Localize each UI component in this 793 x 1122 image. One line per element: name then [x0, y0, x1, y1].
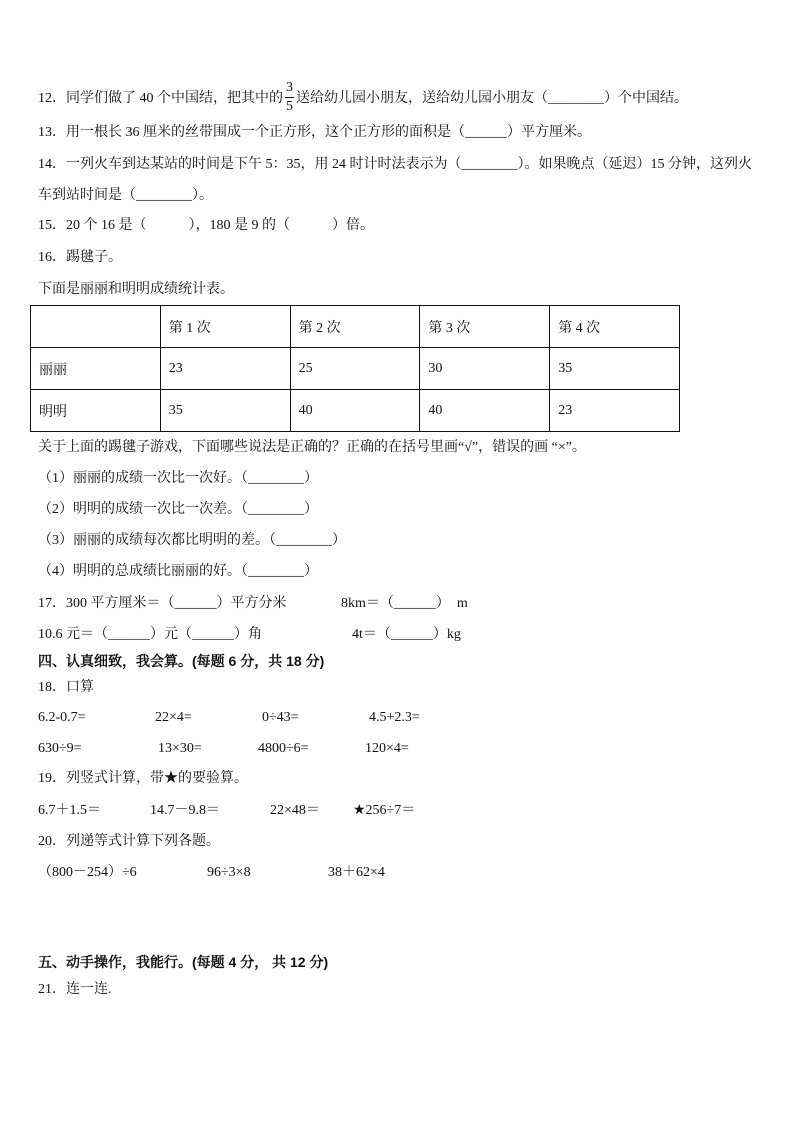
- statement-2: （2）明明的成绩一次比一次差。（________）: [38, 502, 318, 517]
- vertical-calc-item: 22×48＝: [270, 803, 320, 818]
- score-table: [30, 305, 680, 432]
- section-4-heading: 四、认真细致，我会算。(每题 6 分，共 18 分): [38, 653, 325, 669]
- question-20-title: 20．列递等式计算下列各题。: [38, 834, 220, 849]
- fraction: [285, 81, 294, 114]
- score-cell: 40: [420, 390, 550, 432]
- score-cell: 35: [160, 390, 290, 432]
- question-17-item: 17．300 平方厘米＝（______）平方分米: [38, 596, 287, 611]
- mental-math-item: 4800÷6=: [258, 741, 309, 756]
- fraction-denominator: 5: [286, 98, 293, 114]
- statement-3: （3）丽丽的成绩每次都比明明的差。（________）: [38, 533, 346, 548]
- mental-math-item: 120×4=: [365, 741, 409, 756]
- vertical-calc-item: 6.7＋1.5＝: [38, 803, 101, 818]
- fraction-bar: [285, 97, 294, 98]
- step-calc-item: 38＋62×4: [328, 865, 385, 880]
- mental-math-item: 6.2-0.7=: [38, 710, 86, 725]
- score-cell: 25: [290, 348, 420, 390]
- table-header-row: [31, 306, 680, 348]
- question-12-text-before: 12．同学们做了 40 个中国结，把其中的: [38, 91, 283, 106]
- score-cell: 35: [550, 348, 680, 390]
- question-21: 21．连一连.: [38, 982, 112, 997]
- statement-4: （4）明明的总成绩比丽丽的好。（________）: [38, 564, 318, 579]
- table-header-cell: 第 3 次: [420, 306, 550, 348]
- mental-math-item: 22×4=: [155, 710, 192, 725]
- mental-math-item: 4.5+2.3=: [369, 710, 420, 725]
- question-15: 15．20 个 16 是（ ），180 是 9 的（ ）倍。: [38, 218, 374, 233]
- table-corner-cell: [31, 306, 161, 348]
- question-17-item: 4t＝（______）kg: [352, 627, 461, 642]
- question-13: 13．用一根长 36 厘米的丝带围成一个正方形，这个正方形的面积是（______）平方厘米。: [38, 125, 591, 140]
- question-19-title: 19．列竖式计算，带★的要验算。: [38, 771, 248, 786]
- question-12: [38, 77, 688, 117]
- question-14-line-1: 14．一列火车到达某站的时间是下午 5：35，用 24 时计时法表示为（________）。如果晚点（延迟）15 分钟，这列火: [38, 157, 752, 172]
- table-header-cell: 第 2 次: [290, 306, 420, 348]
- step-calc-item: 96÷3×8: [207, 865, 251, 880]
- row-name-cell: 丽丽: [31, 348, 161, 390]
- question-18-title: 18．口算: [38, 680, 94, 695]
- question-17-item: 8km＝（______） m: [341, 596, 468, 611]
- question-17-item: 10.6 元＝（______）元（______）角: [38, 627, 262, 642]
- mental-math-item: 0÷43=: [262, 710, 299, 725]
- fraction-numerator: 3: [286, 79, 293, 95]
- table-row: [31, 348, 680, 390]
- vertical-calc-item: ★256÷7＝: [353, 803, 416, 818]
- question-16-title: 16．踢毽子。: [38, 250, 122, 265]
- question-16-intro: 下面是丽丽和明明成绩统计表。: [38, 282, 234, 297]
- section-5-heading: 五、动手操作，我能行。(每题 4 分， 共 12 分): [38, 954, 329, 970]
- score-cell: 30: [420, 348, 550, 390]
- vertical-calc-item: 14.7－9.8＝: [150, 803, 220, 818]
- score-cell: 40: [290, 390, 420, 432]
- question-16-instruction: 关于上面的踢毽子游戏，下面哪些说法是正确的？正确的在括号里画“√”，错误的画 “×”。: [38, 440, 586, 455]
- step-calc-item: （800－254）÷6: [38, 865, 137, 880]
- question-12-text-after: 送给幼儿园小朋友，送给幼儿园小朋友（________）个中国结。: [296, 91, 688, 106]
- score-cell: 23: [160, 348, 290, 390]
- row-name-cell: 明明: [31, 390, 161, 432]
- table-header-cell: 第 4 次: [550, 306, 680, 348]
- statement-1: （1）丽丽的成绩一次比一次好。（________）: [38, 471, 318, 486]
- mental-math-item: 13×30=: [158, 741, 202, 756]
- question-14-line-2: 车到站时间是（________）。: [38, 188, 213, 203]
- table-row: [31, 390, 680, 432]
- table-header-cell: 第 1 次: [160, 306, 290, 348]
- score-cell: 23: [550, 390, 680, 432]
- mental-math-item: 630÷9=: [38, 741, 82, 756]
